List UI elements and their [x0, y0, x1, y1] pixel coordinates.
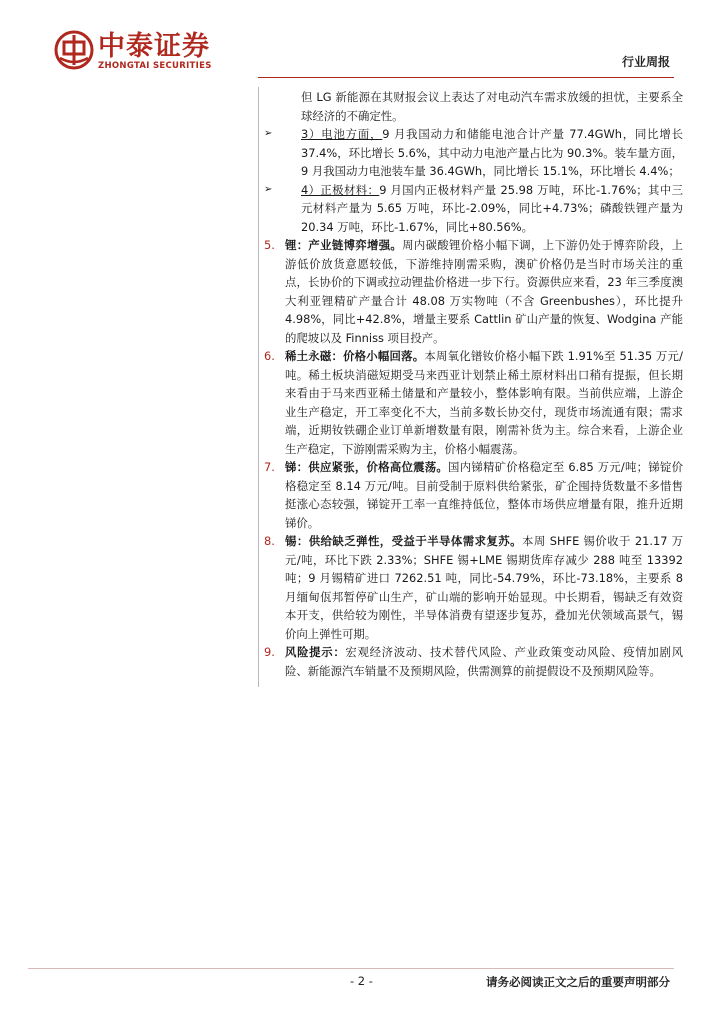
- item-lead: 锑：供应紧张，价格高位震荡。: [285, 460, 449, 474]
- list-item: [263, 236, 683, 347]
- sidebar-divider: [258, 87, 259, 687]
- list-item: [263, 643, 683, 680]
- item-text: 本周 SHFE 锡价收于 21.17 万元/吨，环比下跌 2.33%；SHFE 锡+LME 锡期货库存减少 288 吨至 13392 吨；9 月锡精矿进口 7262.51 吨，同比-54.79%，环比-73.18%，主要系 8 月缅甸佤邦暂停矿山生产，矿山端的影响开始显现。中长期看，锡缺乏有效资本开支，供给较为刚性，半导体消费有望逐步复苏，叠加光伏领域高景气，锡价向上弹性可期。: [285, 534, 683, 641]
- zhongtai-logo-icon: [54, 30, 94, 70]
- item-number: 5.: [264, 238, 275, 252]
- list-item: [263, 532, 683, 643]
- bullet-item: [263, 181, 683, 237]
- item-lead: 风险提示：: [285, 645, 346, 659]
- brand-name-cn: 中泰证券: [98, 31, 210, 62]
- item-text: 本周氧化镨钕价格小幅下跌 1.91%至 51.35 万元/吨。稀土板块消磁短期受马来西亚计划禁止稀土原材料出口稍有提振，但长期来看由于马来西亚稀土储量和产量较小，整体影响有限。当前供应端，上游企业生产稳定，开工率变化不大，当前多数长协交付，现货市场流通有限；需求端，近期钕铁硼企业订单新增数量有限，刚需补货为主。综合来看，上游企业生产稳定，下游刚需采购为主，价格小幅震荡。: [285, 349, 683, 456]
- report-body: [263, 88, 683, 680]
- arrow-bullet-icon: ➢: [264, 183, 273, 195]
- item-text: 周内碳酸锂价格小幅下调，上下游仍处于博弈阶段，上游低价放货意愿较低，下游维持刚需采购，澳矿价格仍是当时市场关注的重点，长协价的下调或拉动锂盐价格进一步下行。资源供应来看，23 年三季度澳大利亚锂精矿产量合计 48.08 万实物吨（不含 Greenbushes），环比提升 4.98%，同比+42.8%，增量主要系 Cattlin 矿山产量的恢复、Wodgina 产能的爬坡以及 Finniss 项目投产。: [285, 238, 683, 345]
- item-number: 9.: [264, 645, 275, 659]
- item-number: 7.: [264, 460, 275, 474]
- list-item: [263, 347, 683, 458]
- item-number: 6.: [264, 349, 275, 363]
- header-divider: [258, 77, 674, 78]
- bullet-text: 4）正极材料：9 月国内正极材料产量 25.98 万吨，环比-1.76%；其中三元材料产量为 5.65 万吨，环比-2.09%，同比+4.73%；磷酸铁锂产量为 20.34 万吨，环比-1.67%，同比+80.56%。: [301, 182, 684, 234]
- item-lead: 锡：供给缺乏弹性，受益于半导体需求复苏。: [285, 534, 523, 548]
- item-number: 8.: [264, 534, 275, 548]
- arrow-bullet-icon: ➢: [264, 128, 273, 139]
- item-lead: 稀土永磁：价格小幅回落。: [285, 349, 425, 363]
- bullet-text: 3）电池方面，9 月我国动力和储能电池合计产量 77.4GWh，同比增长 37.4%，环比增长 5.6%，其中动力电池产量占比为 90.3%。装车量方面，9 月我国动力电池装车量 36.4GWh，同比增长 15.1%，环比增长 4.4%；: [301, 127, 683, 178]
- footer-divider: [28, 968, 674, 969]
- item-lead: 锂：产业链博弈增强。: [285, 238, 403, 252]
- intro-paragraph: 但 LG 新能源在其财报会议上表达了对电动汽车需求放缓的担忧，主要系全球经济的不确定性。: [301, 90, 683, 123]
- item-text: 宏观经济波动、技术替代风险、产业政策变动风险、疫情加剧风险、新能源汽车销量不及预期风险，供需测算的前提假设不及预期风险等。: [285, 645, 683, 678]
- brand-name-en: ZHONGTAI SECURITIES: [98, 61, 212, 71]
- list-item: [263, 458, 683, 532]
- report-type-label: 行业周报: [621, 55, 670, 69]
- page-header: [0, 0, 724, 90]
- item-text: 国内锑精矿价格稳定至 6.85 万元/吨；锑锭价格稳定至 8.14 万元/吨。目前受制于原料供给紧张，矿企囤持货数量不多惜售挺涨心态较强，锑锭开工率一直维持低位，整体市场供应增量有限，推升近期锑价。: [285, 460, 683, 530]
- footer-disclaimer: 请务必阅读正文之后的重要声明部分: [486, 975, 670, 989]
- bullet-item: [263, 125, 683, 181]
- page-number: - 2 -: [350, 974, 373, 988]
